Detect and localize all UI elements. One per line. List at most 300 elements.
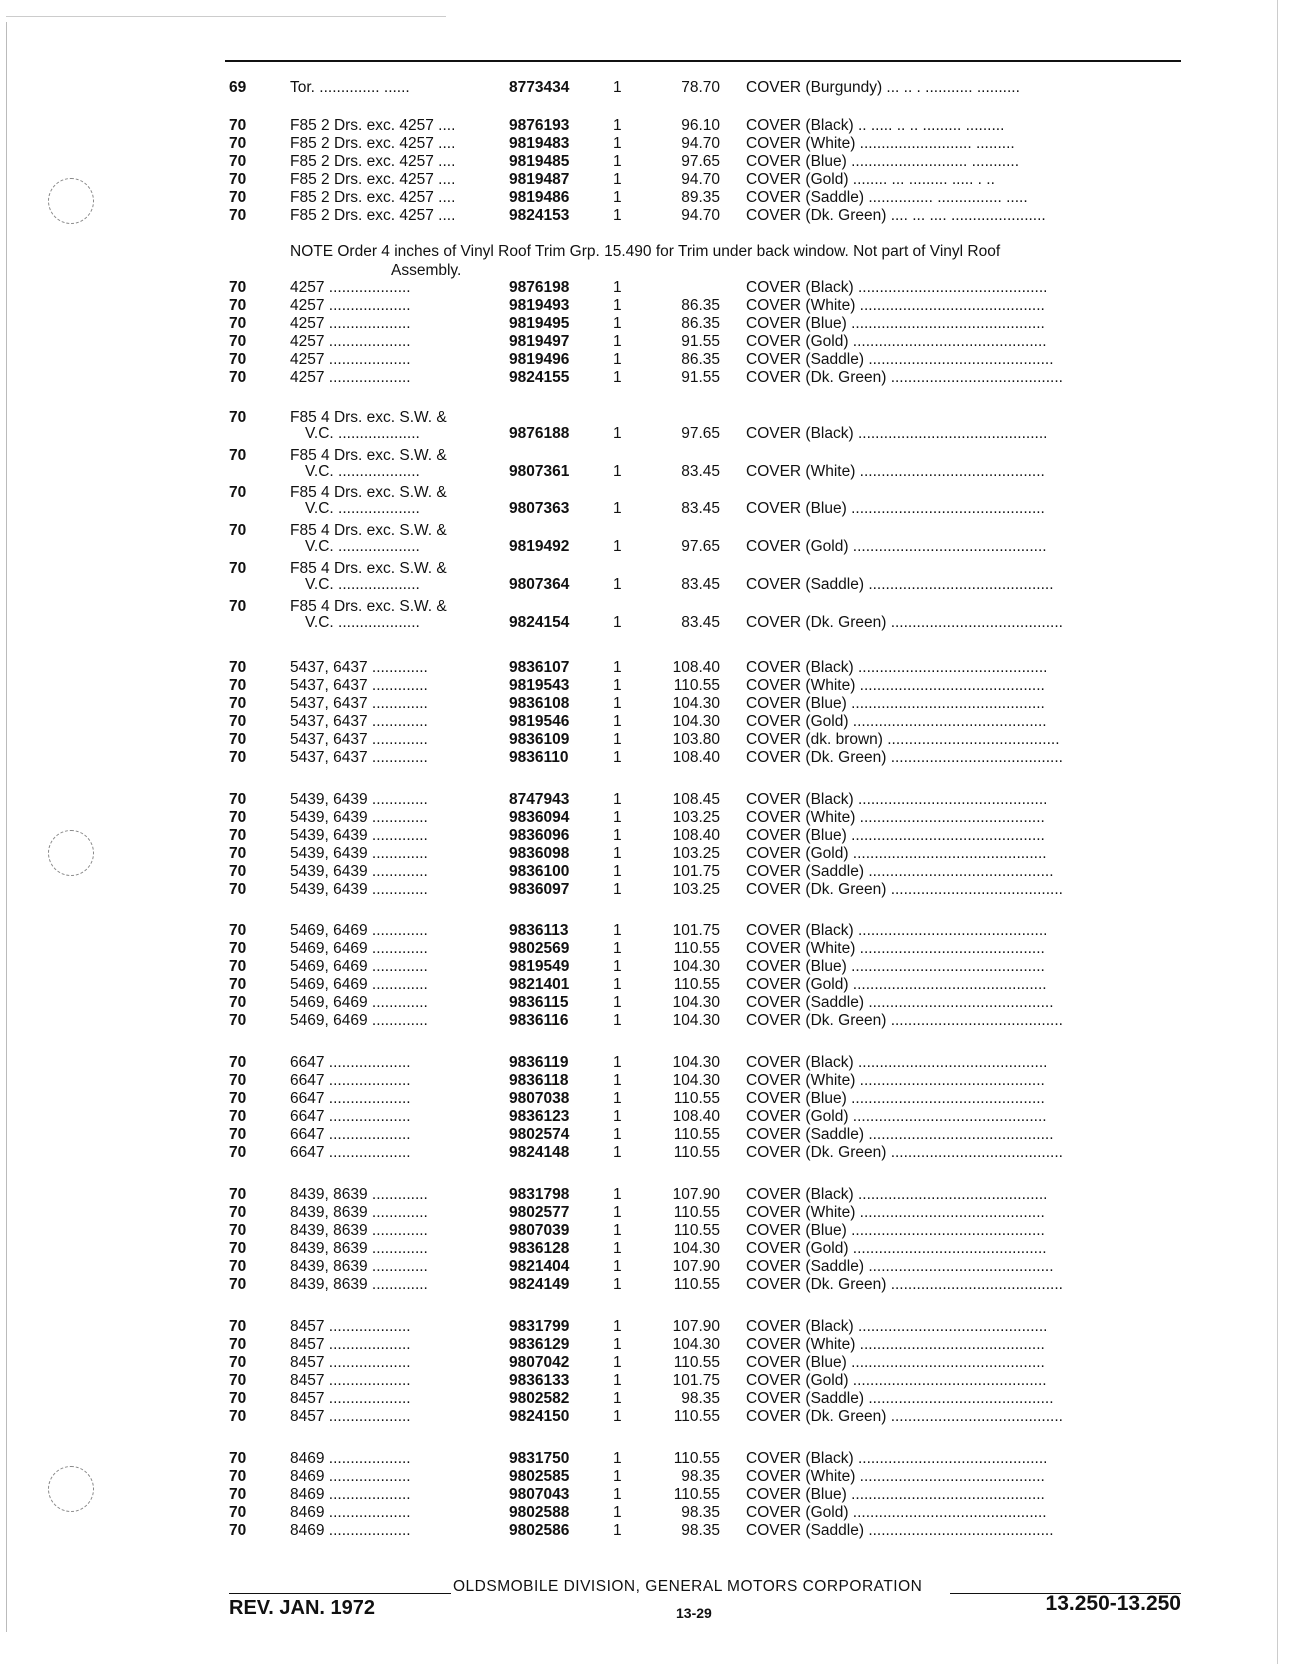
- parts-row: [0, 922, 1294, 941]
- model-application: F85 2 Drs. exc. 4257 ....: [290, 153, 456, 170]
- part-description: COVER (Dk. Green) ........................................: [746, 749, 1063, 766]
- parts-row: [0, 713, 1294, 732]
- model-year: 70: [229, 1204, 247, 1221]
- list-price: 101.75: [672, 863, 720, 880]
- model-application: 5439, 6439 .............: [290, 791, 428, 808]
- model-year: 70: [229, 791, 247, 808]
- list-price: 108.40: [672, 749, 720, 766]
- part-description: COVER (Blue) .............................................: [746, 827, 1045, 844]
- part-number: 9802574: [509, 1126, 570, 1143]
- parts-row: [0, 791, 1294, 810]
- part-number: 9836115: [509, 994, 569, 1011]
- quantity: 1: [613, 1486, 622, 1503]
- quantity: 1: [613, 791, 622, 808]
- part-number: 9836100: [509, 863, 570, 880]
- parts-row: [0, 297, 1294, 316]
- parts-row: [0, 1240, 1294, 1259]
- part-description: COVER (Gold) .............................................: [746, 333, 1047, 350]
- list-price: 98.35: [681, 1468, 720, 1485]
- model-year: 70: [229, 409, 247, 426]
- quantity: 1: [613, 1204, 622, 1221]
- parts-row: [0, 659, 1294, 678]
- quantity: 1: [613, 1126, 622, 1143]
- part-number: 9836123: [509, 1108, 570, 1125]
- model-application: 5469, 6469 .............: [290, 976, 428, 993]
- list-price: 103.25: [672, 845, 720, 862]
- parts-row: [0, 1408, 1294, 1427]
- list-price: 104.30: [672, 1054, 720, 1071]
- list-price: 91.55: [681, 369, 720, 386]
- part-number: 9802586: [509, 1522, 570, 1539]
- quantity: 1: [613, 1090, 622, 1107]
- quantity: 1: [613, 731, 622, 748]
- model-year: 70: [229, 447, 247, 464]
- parts-row: [0, 135, 1294, 154]
- part-description: COVER (Gold) ........ ... ......... ..... . ..: [746, 171, 995, 188]
- part-description: COVER (Saddle) ...........................................: [746, 994, 1054, 1011]
- model-year: 70: [229, 171, 247, 188]
- parts-row: [0, 881, 1294, 900]
- list-price: 104.30: [672, 994, 720, 1011]
- note-line-2: Assembly.: [391, 262, 462, 279]
- part-description: COVER (White) .......................... .........: [746, 135, 1015, 152]
- part-description: COVER (Blue) ........................... ...........: [746, 153, 1020, 170]
- list-price: 104.30: [672, 958, 720, 975]
- parts-row: [0, 749, 1294, 768]
- model-application: 4257 ...................: [290, 333, 411, 350]
- part-number: 9807042: [509, 1354, 570, 1371]
- model-application: 5439, 6439 .............: [290, 845, 428, 862]
- model-application: 8457 ...................: [290, 1354, 411, 1371]
- parts-row: [0, 1222, 1294, 1241]
- model-year: 70: [229, 560, 247, 577]
- part-number: 9836110: [509, 749, 569, 766]
- model-application: V.C. ...................: [305, 576, 420, 593]
- parts-row: [0, 695, 1294, 714]
- part-number: 9821404: [509, 1258, 570, 1275]
- list-price: 108.40: [672, 659, 720, 676]
- part-number: 9819549: [509, 958, 570, 975]
- parts-row: [0, 940, 1294, 959]
- part-description: COVER (Dk. Green) ........................................: [746, 1408, 1063, 1425]
- model-application: 5439, 6439 .............: [290, 827, 428, 844]
- model-year: 70: [229, 1258, 247, 1275]
- quantity: 1: [613, 614, 622, 631]
- footer-section-number: 13.250-13.250: [1045, 1592, 1181, 1615]
- model-application: 8469 ...................: [290, 1522, 411, 1539]
- list-price: 83.45: [681, 463, 720, 480]
- list-price: 110.55: [673, 1090, 720, 1107]
- quantity: 1: [613, 881, 622, 898]
- list-price: 83.45: [681, 614, 720, 631]
- model-year: 70: [229, 1390, 247, 1407]
- list-price: 101.75: [672, 922, 720, 939]
- parts-row: [0, 333, 1294, 352]
- part-description: COVER (Blue) .............................................: [746, 1486, 1045, 1503]
- part-description: COVER (Dk. Green) ........................................: [746, 1012, 1063, 1029]
- part-description: COVER (Blue) .............................................: [746, 500, 1045, 517]
- model-application: 6647 ...................: [290, 1072, 411, 1089]
- part-number: 9824154: [509, 614, 570, 631]
- list-price: 104.30: [672, 695, 720, 712]
- part-number: 9836113: [509, 922, 569, 939]
- model-year: 70: [229, 522, 247, 539]
- model-application: 8457 ...................: [290, 1372, 411, 1389]
- list-price: 98.35: [681, 1390, 720, 1407]
- list-price: 110.55: [673, 1126, 720, 1143]
- part-number: 9824150: [509, 1408, 570, 1425]
- part-number: 9807038: [509, 1090, 570, 1107]
- part-number: 9819483: [509, 135, 570, 152]
- part-number: 9807039: [509, 1222, 570, 1239]
- parts-row: [0, 1522, 1294, 1541]
- parts-row: [0, 1276, 1294, 1295]
- model-application: F85 4 Drs. exc. S.W. &: [290, 560, 447, 577]
- model-year: 70: [229, 1468, 247, 1485]
- part-number: 9876188: [509, 425, 570, 442]
- model-application: 5439, 6439 .............: [290, 863, 428, 880]
- list-price: 108.40: [672, 1108, 720, 1125]
- quantity: 1: [613, 500, 622, 517]
- model-year: 70: [229, 976, 247, 993]
- parts-row: [0, 1108, 1294, 1127]
- quantity: 1: [613, 1072, 622, 1089]
- quantity: 1: [613, 863, 622, 880]
- model-application: 8457 ...................: [290, 1408, 411, 1425]
- parts-row: [0, 1390, 1294, 1409]
- model-year: 70: [229, 863, 247, 880]
- parts-row: [0, 1318, 1294, 1337]
- list-price: 110.55: [673, 1408, 720, 1425]
- parts-row: [0, 1258, 1294, 1277]
- quantity: 1: [613, 369, 622, 386]
- part-description: COVER (Black) ............................................: [746, 1186, 1048, 1203]
- list-price: 104.30: [672, 713, 720, 730]
- model-application: F85 2 Drs. exc. 4257 ....: [290, 189, 456, 206]
- parts-row: [0, 1054, 1294, 1073]
- model-year: 70: [229, 1276, 247, 1293]
- model-year: 70: [229, 827, 247, 844]
- parts-row: [0, 1354, 1294, 1373]
- part-number: 9819493: [509, 297, 570, 314]
- quantity: 1: [613, 1144, 622, 1161]
- model-application: V.C. ...................: [305, 425, 420, 442]
- parts-row: [0, 994, 1294, 1013]
- part-number: 9819487: [509, 171, 570, 188]
- model-application: 5437, 6437 .............: [290, 677, 428, 694]
- parts-row: [0, 463, 1294, 482]
- list-price: 107.90: [672, 1318, 720, 1335]
- model-year: 70: [229, 207, 247, 224]
- part-description: COVER (Gold) .............................................: [746, 1108, 1047, 1125]
- model-application: F85 4 Drs. exc. S.W. &: [290, 409, 447, 426]
- quantity: 1: [613, 79, 622, 96]
- part-number: 9819543: [509, 677, 570, 694]
- model-year: 70: [229, 845, 247, 862]
- part-number: 9831799: [509, 1318, 570, 1335]
- part-number: 9836094: [509, 809, 570, 826]
- model-application: 4257 ...................: [290, 369, 411, 386]
- parts-row: [0, 827, 1294, 846]
- part-description: COVER (Saddle) ...........................................: [746, 1258, 1054, 1275]
- model-application: F85 2 Drs. exc. 4257 ....: [290, 117, 456, 134]
- part-number: 9819496: [509, 351, 570, 368]
- part-number: 9836109: [509, 731, 570, 748]
- model-year: 70: [229, 333, 247, 350]
- part-description: COVER (Black) .. ..... .. .. ......... .........: [746, 117, 1005, 134]
- quantity: 1: [613, 1012, 622, 1029]
- model-year: 70: [229, 1012, 247, 1029]
- model-year: 70: [229, 1072, 247, 1089]
- footer-rule-left: [229, 1593, 451, 1594]
- model-application: 5437, 6437 .............: [290, 695, 428, 712]
- list-price: 83.45: [681, 576, 720, 593]
- part-number: 9836128: [509, 1240, 570, 1257]
- list-price: 97.65: [681, 153, 720, 170]
- model-year: 70: [229, 484, 247, 501]
- quantity: 1: [613, 1186, 622, 1203]
- list-price: 89.35: [681, 189, 720, 206]
- part-description: COVER (White) ...........................................: [746, 1336, 1045, 1353]
- list-price: 78.70: [681, 79, 720, 96]
- list-price: 107.90: [672, 1258, 720, 1275]
- parts-row: [0, 1072, 1294, 1091]
- quantity: 1: [613, 713, 622, 730]
- parts-row: [0, 845, 1294, 864]
- part-number: 9819497: [509, 333, 570, 350]
- part-description: COVER (White) ...........................................: [746, 677, 1045, 694]
- quantity: 1: [613, 1372, 622, 1389]
- part-number: 9802577: [509, 1204, 570, 1221]
- parts-row: [0, 279, 1294, 298]
- parts-row: [0, 1012, 1294, 1031]
- list-price: 97.65: [681, 538, 720, 555]
- model-application: 5469, 6469 .............: [290, 940, 428, 957]
- model-year: 70: [229, 351, 247, 368]
- part-number: 9836116: [509, 1012, 569, 1029]
- parts-row: [0, 351, 1294, 370]
- model-application: F85 4 Drs. exc. S.W. &: [290, 598, 447, 615]
- parts-row: [0, 500, 1294, 519]
- parts-row: [0, 1204, 1294, 1223]
- list-price: 94.70: [681, 135, 720, 152]
- part-number: 9819492: [509, 538, 570, 555]
- model-application: 5469, 6469 .............: [290, 958, 428, 975]
- model-year: 70: [229, 1354, 247, 1371]
- part-description: COVER (Blue) .............................................: [746, 1222, 1045, 1239]
- model-year: 70: [229, 809, 247, 826]
- model-application: 8439, 8639 .............: [290, 1240, 428, 1257]
- part-number: 9836129: [509, 1336, 570, 1353]
- model-application: 5437, 6437 .............: [290, 659, 428, 676]
- model-year: 70: [229, 749, 247, 766]
- model-year: 70: [229, 1504, 247, 1521]
- model-year: 70: [229, 1318, 247, 1335]
- model-application: 6647 ...................: [290, 1144, 411, 1161]
- list-price: 103.25: [672, 809, 720, 826]
- quantity: 1: [613, 1468, 622, 1485]
- list-price: 110.55: [673, 1354, 720, 1371]
- list-price: 104.30: [672, 1336, 720, 1353]
- part-number: 8773434: [509, 79, 570, 96]
- model-year: 70: [229, 731, 247, 748]
- part-number: 9824155: [509, 369, 570, 386]
- footer-page-number: 13-29: [676, 1605, 712, 1621]
- quantity: 1: [613, 117, 622, 134]
- quantity: 1: [613, 1222, 622, 1239]
- list-price: 110.55: [673, 940, 720, 957]
- quantity: 1: [613, 922, 622, 939]
- part-description: COVER (Saddle) ...........................................: [746, 863, 1054, 880]
- part-description: COVER (White) ...........................................: [746, 1072, 1045, 1089]
- part-description: COVER (Gold) .............................................: [746, 845, 1047, 862]
- model-application: Tor. .............. ......: [290, 79, 410, 96]
- part-number: 9836098: [509, 845, 570, 862]
- model-year: 70: [229, 189, 247, 206]
- model-application: F85 2 Drs. exc. 4257 ....: [290, 207, 456, 224]
- model-year: 70: [229, 1522, 247, 1539]
- part-description: COVER (Black) ............................................: [746, 279, 1048, 296]
- model-application: 5469, 6469 .............: [290, 994, 428, 1011]
- model-application: 4257 ...................: [290, 351, 411, 368]
- model-year: 70: [229, 135, 247, 152]
- part-number: 9876193: [509, 117, 570, 134]
- quantity: 1: [613, 1108, 622, 1125]
- footer-corporation: OLDSMOBILE DIVISION, GENERAL MOTORS CORPORATION: [453, 1578, 923, 1595]
- model-application: 8457 ...................: [290, 1390, 411, 1407]
- model-application: V.C. ...................: [305, 500, 420, 517]
- note-line-1: NOTE Order 4 inches of Vinyl Roof Trim Grp. 15.490 for Trim under back window. Not part of Vinyl Roof: [290, 243, 1001, 260]
- parts-row: [0, 315, 1294, 334]
- list-price: 91.55: [681, 333, 720, 350]
- part-description: COVER (White) ...........................................: [746, 1204, 1045, 1221]
- model-year: 70: [229, 677, 247, 694]
- model-application: F85 4 Drs. exc. S.W. &: [290, 522, 447, 539]
- model-year: 70: [229, 695, 247, 712]
- parts-row: [0, 207, 1294, 226]
- part-number: 9836119: [509, 1054, 569, 1071]
- model-application: 8439, 8639 .............: [290, 1276, 428, 1293]
- part-description: COVER (Gold) .............................................: [746, 976, 1047, 993]
- part-description: COVER (Black) ............................................: [746, 791, 1048, 808]
- list-price: 94.70: [681, 207, 720, 224]
- model-application: 4257 ...................: [290, 279, 411, 296]
- list-price: 108.45: [672, 791, 720, 808]
- part-description: COVER (Black) ............................................: [746, 1054, 1048, 1071]
- part-number: 9807043: [509, 1486, 570, 1503]
- list-price: 97.65: [681, 425, 720, 442]
- part-description: COVER (Dk. Green) ........................................: [746, 881, 1063, 898]
- parts-row: [0, 1486, 1294, 1505]
- part-description: COVER (Gold) .............................................: [746, 538, 1047, 555]
- list-price: 110.55: [673, 1144, 720, 1161]
- list-price: 104.30: [672, 1012, 720, 1029]
- part-number: 9802569: [509, 940, 570, 957]
- model-application: 6647 ...................: [290, 1108, 411, 1125]
- model-application: 8457 ...................: [290, 1336, 411, 1353]
- part-number: 9836108: [509, 695, 570, 712]
- list-price: 107.90: [672, 1186, 720, 1203]
- quantity: 1: [613, 677, 622, 694]
- model-application: 8469 ...................: [290, 1468, 411, 1485]
- model-year: 70: [229, 1054, 247, 1071]
- model-application: 5437, 6437 .............: [290, 731, 428, 748]
- part-number: 9819486: [509, 189, 570, 206]
- model-application: F85 4 Drs. exc. S.W. &: [290, 484, 447, 501]
- quantity: 1: [613, 1054, 622, 1071]
- list-price: 110.55: [673, 976, 720, 993]
- model-application: 5437, 6437 .............: [290, 749, 428, 766]
- quantity: 1: [613, 958, 622, 975]
- parts-row: [0, 863, 1294, 882]
- parts-row: [0, 731, 1294, 750]
- part-description: COVER (Blue) .............................................: [746, 1090, 1045, 1107]
- model-application: 8439, 8639 .............: [290, 1258, 428, 1275]
- footer-revision: REV. JAN. 1972: [229, 1597, 376, 1619]
- part-description: COVER (White) ...........................................: [746, 809, 1045, 826]
- parts-row: [0, 958, 1294, 977]
- part-number: 9819546: [509, 713, 570, 730]
- part-description: COVER (White) ...........................................: [746, 940, 1045, 957]
- model-application: V.C. ...................: [305, 538, 420, 555]
- parts-row: [0, 1186, 1294, 1205]
- model-application: 5469, 6469 .............: [290, 922, 428, 939]
- parts-row: [0, 1504, 1294, 1523]
- model-year: 70: [229, 659, 247, 676]
- part-number: 9836096: [509, 827, 570, 844]
- quantity: 1: [613, 845, 622, 862]
- model-year: 70: [229, 1372, 247, 1389]
- model-year: 70: [229, 315, 247, 332]
- parts-row: [0, 1468, 1294, 1487]
- model-application: 5439, 6439 .............: [290, 809, 428, 826]
- model-application: 6647 ...................: [290, 1054, 411, 1071]
- part-number: 9824148: [509, 1144, 570, 1161]
- part-number: 9802585: [509, 1468, 570, 1485]
- list-price: 83.45: [681, 500, 720, 517]
- part-description: COVER (Gold) .............................................: [746, 713, 1047, 730]
- model-application: 6647 ...................: [290, 1126, 411, 1143]
- model-year: 70: [229, 713, 247, 730]
- part-description: COVER (Black) ............................................: [746, 922, 1048, 939]
- quantity: 1: [613, 976, 622, 993]
- model-year: 70: [229, 1486, 247, 1503]
- list-price: 110.55: [673, 1486, 720, 1503]
- list-price: 110.55: [673, 1204, 720, 1221]
- list-price: 110.55: [673, 1450, 720, 1467]
- list-price: 86.35: [681, 297, 720, 314]
- model-application: 6647 ...................: [290, 1090, 411, 1107]
- part-description: COVER (Saddle) ...........................................: [746, 1522, 1054, 1539]
- quantity: 1: [613, 659, 622, 676]
- model-application: 4257 ...................: [290, 315, 411, 332]
- parts-row: [0, 576, 1294, 595]
- quantity: 1: [613, 576, 622, 593]
- part-description: COVER (Saddle) ...........................................: [746, 1390, 1054, 1407]
- model-application: 8457 ...................: [290, 1318, 411, 1335]
- part-description: COVER (Saddle) ...........................................: [746, 1126, 1054, 1143]
- quantity: 1: [613, 538, 622, 555]
- part-description: COVER (Dk. Green) ........................................: [746, 1276, 1063, 1293]
- model-year: 69: [229, 79, 247, 96]
- model-year: 70: [229, 297, 247, 314]
- quantity: 1: [613, 1276, 622, 1293]
- part-description: COVER (dk. brown) ........................................: [746, 731, 1060, 748]
- part-description: COVER (Blue) .............................................: [746, 695, 1045, 712]
- model-year: 70: [229, 922, 247, 939]
- parts-row: [0, 1336, 1294, 1355]
- quantity: 1: [613, 333, 622, 350]
